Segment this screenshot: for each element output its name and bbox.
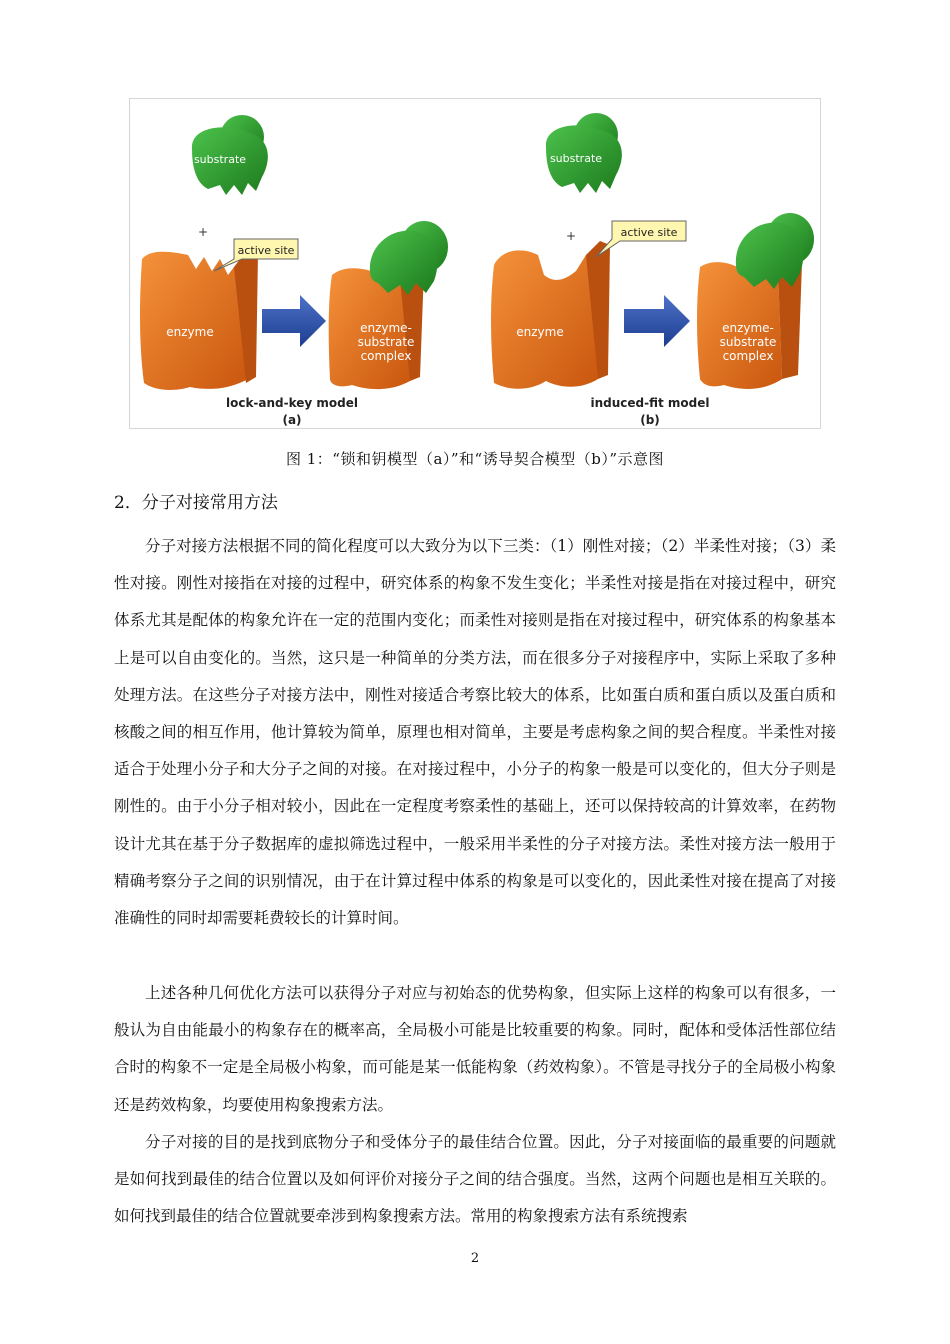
enzyme-substrate-complex-a xyxy=(329,221,448,389)
complex-b-label-3: complex xyxy=(722,349,774,363)
active-site-a-label: active site xyxy=(237,244,295,257)
paragraph-docking-classification: 分子对接方法根据不同的简化程度可以大致分为以下三类：（1）刚性对接；（2）半柔性对接；（3）柔性对接。刚性对接指在对接的过程中，研究体系的构象不发生变化；半柔性对接是指在对接过程中，研究体系尤其是配体的构象允许在一定的范围内变化；而柔性对接则是指在对接过程中，研究体系的构象基本上是可以自由变化的。当然，这只是一种简单的分类方法，而在很多分子对接程序中，实际上采取了多种处理方法。在这些分子对接方法中，刚性对接适合考察比较大的体系，比如蛋白质和蛋白质以及蛋白质和核酸之间的相互作用，他计算较为简单，原理也相对简单，主要是考虑构象之间的契合程度。半柔性对接适合于处理小分子和大分子之间的对接。在对接过程中，小分子的构象一般是可以变化的，但大分子则是刚性的。由于小分子相对较小，因此在一定程度考察柔性的基础上，还可以保持较高的计算效率，在药物设计尤其在基于分子数据库的虚拟筛选过程中，一般采用半柔性的分子对接方法。柔性对接方法一般用于精确考察分子之间的识别情况，由于在计算过程中体系的构象是可以变化的，因此柔性对接在提高了对接准确性的同时却需要耗费较长的计算时间。 xyxy=(114,537,836,928)
model-a-label: lock-and-key model xyxy=(225,396,359,410)
enzyme-a-label: enzyme xyxy=(166,325,214,339)
model-b-label: induced-fit model xyxy=(590,396,710,410)
paragraph-docking-goal: 分子对接的目的是找到底物分子和受体分子的最佳结合位置。因此，分子对接面临的最重要的问题就是如何找到最佳的结合位置以及如何评价对接分子之间的结合强度。当然，这两个问题也是相互关联的。如何找到最佳的结合位置就要牵涉到构象搜索方法。常用的构象搜索方法有系统搜索 xyxy=(114,1133,836,1226)
plus-sign-a: + xyxy=(198,225,209,239)
substrate-b-label: substrate xyxy=(549,152,603,165)
reaction-arrow-b xyxy=(624,295,690,347)
substrate-a-label: substrate xyxy=(193,153,247,166)
plus-sign-b: + xyxy=(566,229,577,243)
complex-b-label-1: enzyme- xyxy=(722,321,774,335)
model-a-tag: (a) xyxy=(282,413,302,427)
complex-a-label-3: complex xyxy=(360,349,412,363)
figure-illustration xyxy=(130,99,822,430)
enzyme-b xyxy=(491,241,610,389)
enzyme-a xyxy=(140,249,258,390)
paragraph-conformation-search: 上述各种几何优化方法可以获得分子对应与初始态的优势构象，但实际上这样的构象可以有很多，一般认为自由能最小的构象存在的概率高，全局极小可能是比较重要的构象。同时，配体和受体活性部位结合时的构象不一定是全局极小构象，而可能是某一低能构象（药效构象）。不管是寻找分子的全局极小构象还是药效构象，均要使用构象搜索方法。 xyxy=(114,984,836,1114)
complex-b-label-2: substrate xyxy=(719,335,777,349)
section-heading: 2．分子对接常用方法 xyxy=(114,493,278,513)
enzyme-b-label: enzyme xyxy=(516,325,564,339)
enzyme-model-figure xyxy=(129,98,821,429)
figure-caption: 图 1：“锁和钥模型（a）”和“诱导契合模型（b）”示意图 xyxy=(285,450,665,468)
active-site-b-label: active site xyxy=(620,226,678,239)
page-number: 2 xyxy=(470,1251,480,1266)
model-b-tag: (b) xyxy=(640,413,660,427)
reaction-arrow-a xyxy=(262,295,326,347)
complex-a-label-1: enzyme- xyxy=(360,321,412,335)
complex-a-label-2: substrate xyxy=(357,335,415,349)
